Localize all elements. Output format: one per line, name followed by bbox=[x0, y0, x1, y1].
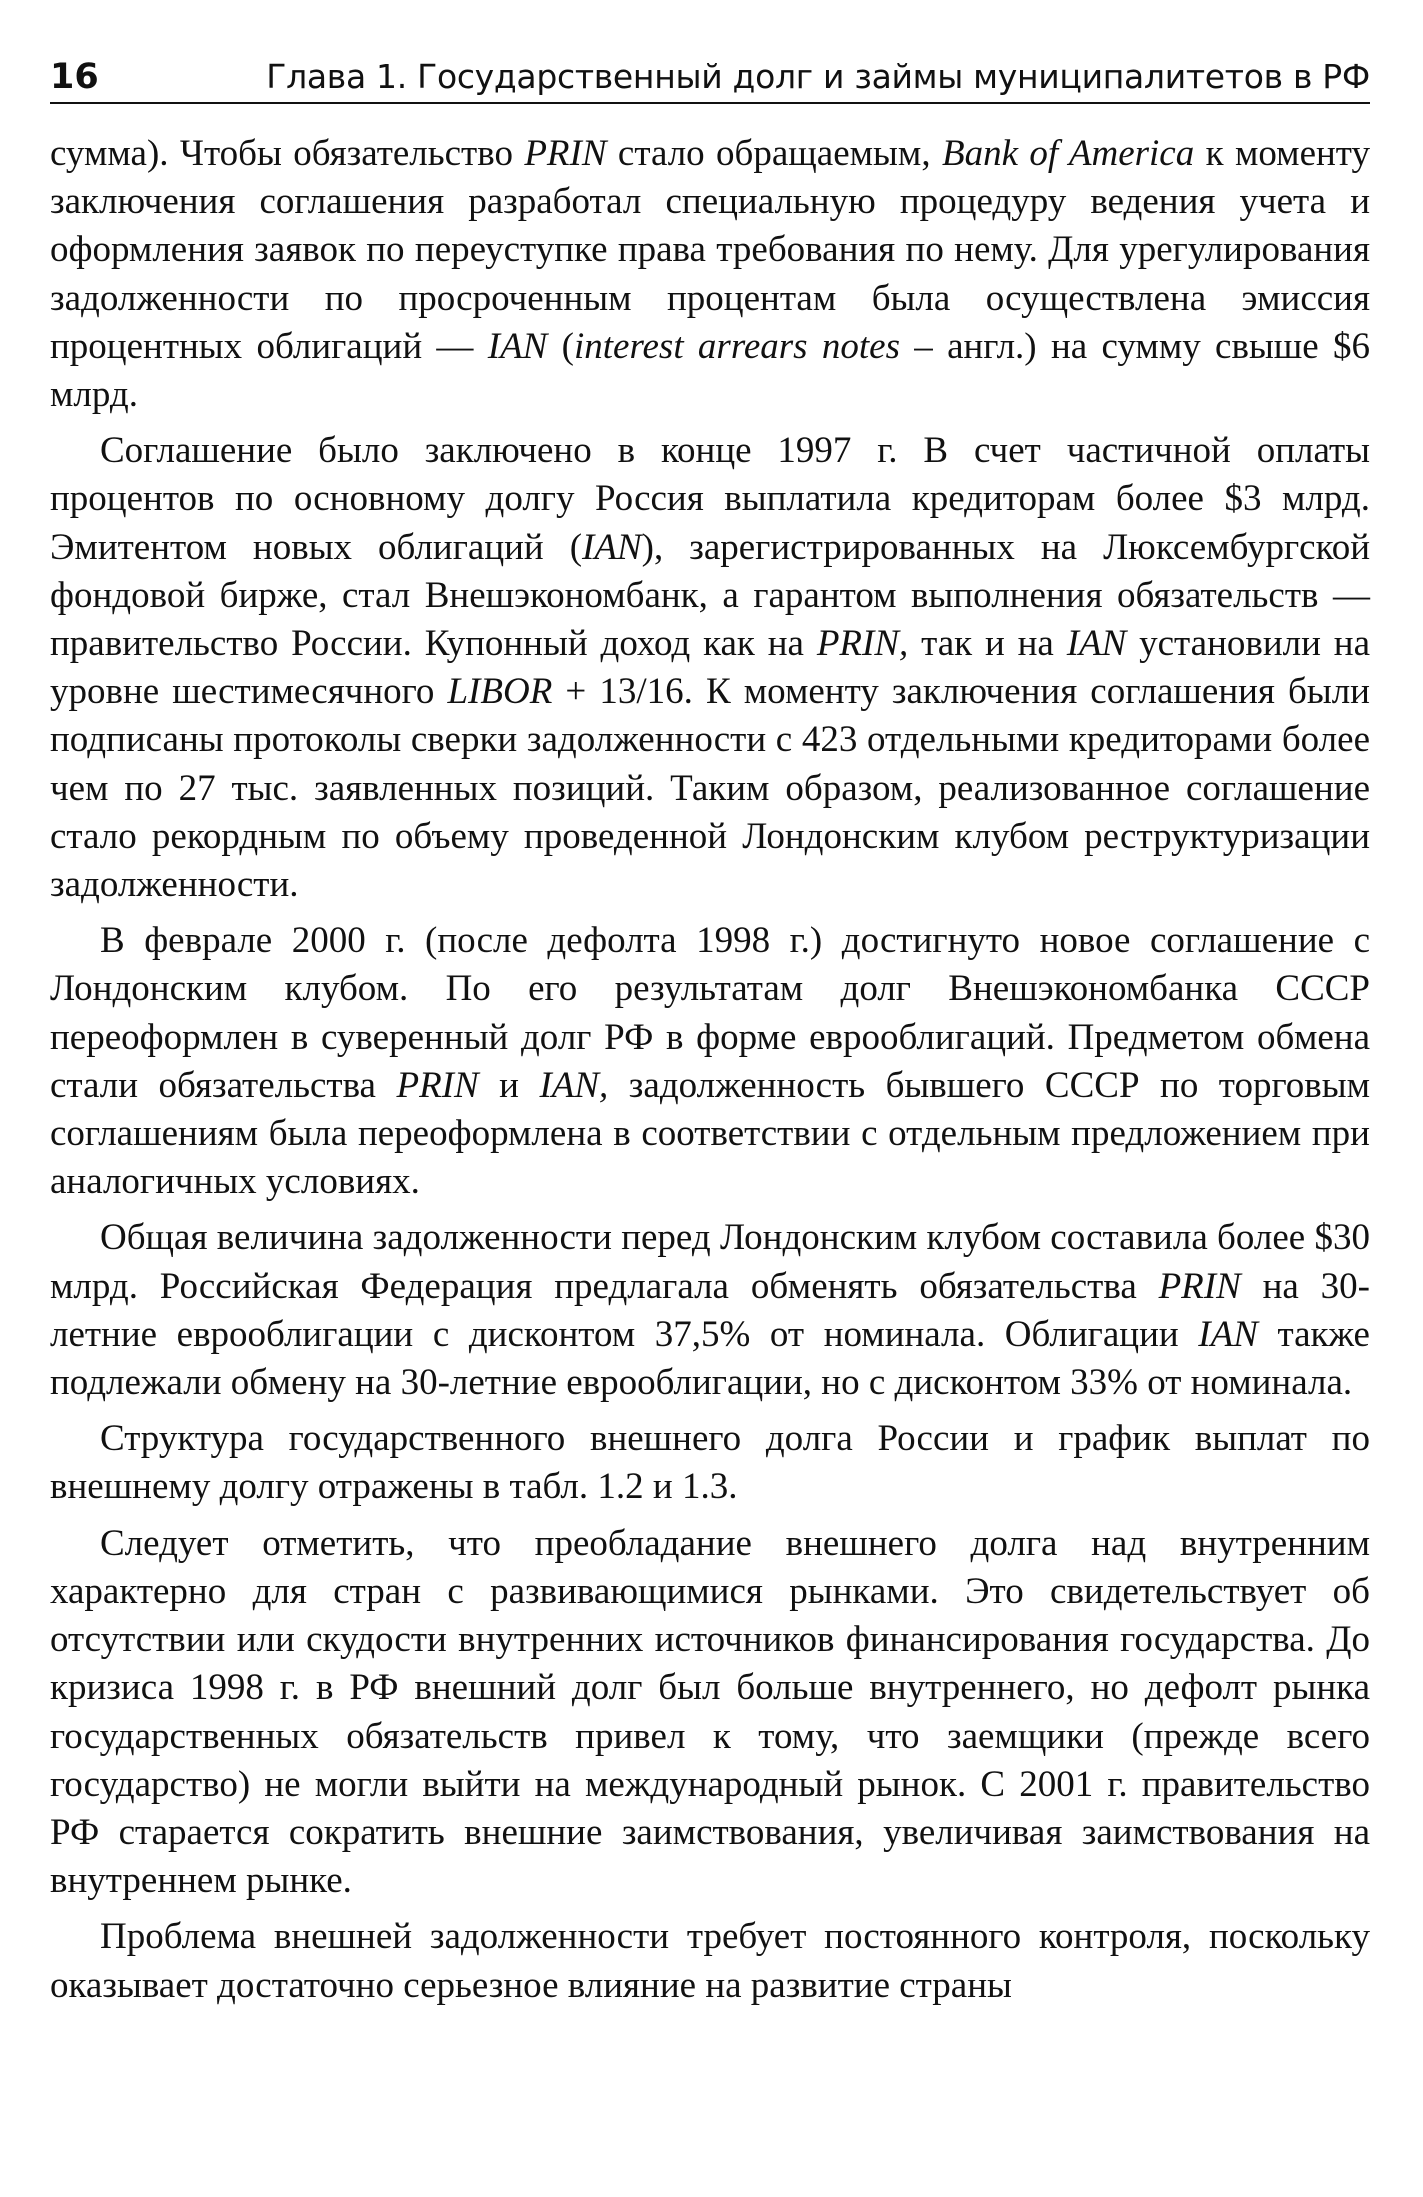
text-run: В феврале 2000 г. (после дефолта 1998 г.) достигнуто новое соглашение с Лондонским клубом. По его результатам долг Внешэкономбанка СССР переоформлен в суверенный долг РФ в форме еврооблигаций. Предметом обмена стали обязательства bbox=[50, 920, 1370, 1106]
running-head: Глава 1. Государственный долг и займы муниципалитетов в РФ bbox=[266, 57, 1370, 96]
text-run: и bbox=[478, 1064, 540, 1106]
italic-term: IAN bbox=[1198, 1313, 1258, 1355]
text-run: Соглашение было заключено в конце 1997 г. В счет частичной оплаты процентов по основному долгу Россия выплатила кредиторам более $3 млрд. Эмитентом новых облигаций ( bbox=[50, 430, 1370, 568]
paragraph bbox=[50, 130, 1370, 419]
italic-term: IAN bbox=[1066, 623, 1127, 665]
text-run: – англ.) на сумму свыше $6 млрд. bbox=[50, 325, 1371, 416]
text-run: задолженность бывшего СССР по торговым соглашениям была переоформлена в соответствии с отдельным предложением при аналогичных условиях. bbox=[50, 1064, 1370, 1203]
text-run: Проблема внешней задолженности требует постоянного контроля, поскольку оказывает достаточно серьезное влияние на развитие страны bbox=[50, 1916, 1370, 2006]
paragraph bbox=[50, 427, 1370, 909]
italic-term: interest arrears notes bbox=[574, 325, 900, 367]
body-text bbox=[50, 130, 1370, 2010]
text-run: также подлежали обмену на 30-летние еврооблигации, но с дисконтом 33% от номинала. bbox=[50, 1313, 1370, 1404]
text-run: + 13/16. К моменту заключения соглашения были подписаны протоколы сверки задолженности с 423 отдельными кредиторами более чем по 27 тыс. заявленных позиций. Таким образом, реализованное соглашение стало рекордным по объему проведенной Лондонским клубом реструктуризации задолженности. bbox=[50, 671, 1370, 906]
paragraph bbox=[50, 1520, 1370, 1906]
text-run: ), зарегистрированных на Люксембургской фондовой бирже, стал Внешэкономбанк, а гарантом выполнения обязательств — правительство России. Купонный доход как на bbox=[50, 526, 1371, 665]
text-run: стало обращаемым, bbox=[606, 133, 942, 174]
italic-term: PRIN, bbox=[816, 623, 909, 665]
paragraph bbox=[50, 917, 1370, 1206]
paragraph bbox=[50, 1415, 1370, 1511]
paragraph bbox=[50, 1913, 1370, 2009]
page-number: 16 bbox=[50, 57, 99, 97]
text-run: Структура государственного внешнего долга России и график выплат по внешнему долгу отражены в табл. 1.2 и 1.3. bbox=[50, 1418, 1370, 1508]
text-run: Общая величина задолженности перед Лондонским клубом составила более $30 млрд. Российская Федерация предлагала обменять обязательства bbox=[50, 1217, 1370, 1307]
italic-term: IAN, bbox=[539, 1064, 609, 1106]
italic-term: IAN bbox=[487, 325, 548, 367]
text-run: на 30-летние еврооблигации с дисконтом 37,5% от номинала. Облигации bbox=[50, 1265, 1370, 1355]
italic-term: PRIN bbox=[524, 133, 607, 174]
text-run: установили на уровне шестимесячного bbox=[50, 623, 1371, 713]
italic-term: LIBOR bbox=[447, 671, 553, 713]
text-run: так и на bbox=[908, 623, 1067, 665]
text-run: Следует отметить, что преобладание внешнего долга над внутренним характерно для стран с развивающимися рынками. Это свидетельствует об отсутствии или скудости внутренних источников финансирования государства. До кризиса 1998 г. в РФ внешний долг был больше внутреннего, но дефолт рынка государственных обязательств привел к тому, что заемщики (прежде всего государство) не могли выйти на международный рынок. С 2001 г. правительство РФ старается сократить внешние заимствования, увеличивая заимствования на внутреннем рынке. bbox=[50, 1522, 1370, 1902]
italic-term: Bank of America bbox=[941, 133, 1195, 174]
italic-term: PRIN bbox=[1158, 1265, 1241, 1307]
text-run: к моменту заключения соглашения разработал специальную процедуру ведения учета и оформления заявок по переуступке права требования по нему. Для урегулирования задолженности по просроченным процентам была осуществлена эмиссия процентных облигаций — bbox=[50, 133, 1370, 367]
italic-term: PRIN bbox=[396, 1064, 479, 1106]
text-run: сумма). Чтобы обязательство bbox=[50, 133, 525, 174]
text-run: ( bbox=[547, 325, 574, 367]
italic-term: IAN bbox=[582, 526, 642, 568]
page-header bbox=[50, 58, 1370, 104]
paragraph bbox=[50, 1214, 1370, 1407]
book-page bbox=[50, 58, 1370, 2010]
